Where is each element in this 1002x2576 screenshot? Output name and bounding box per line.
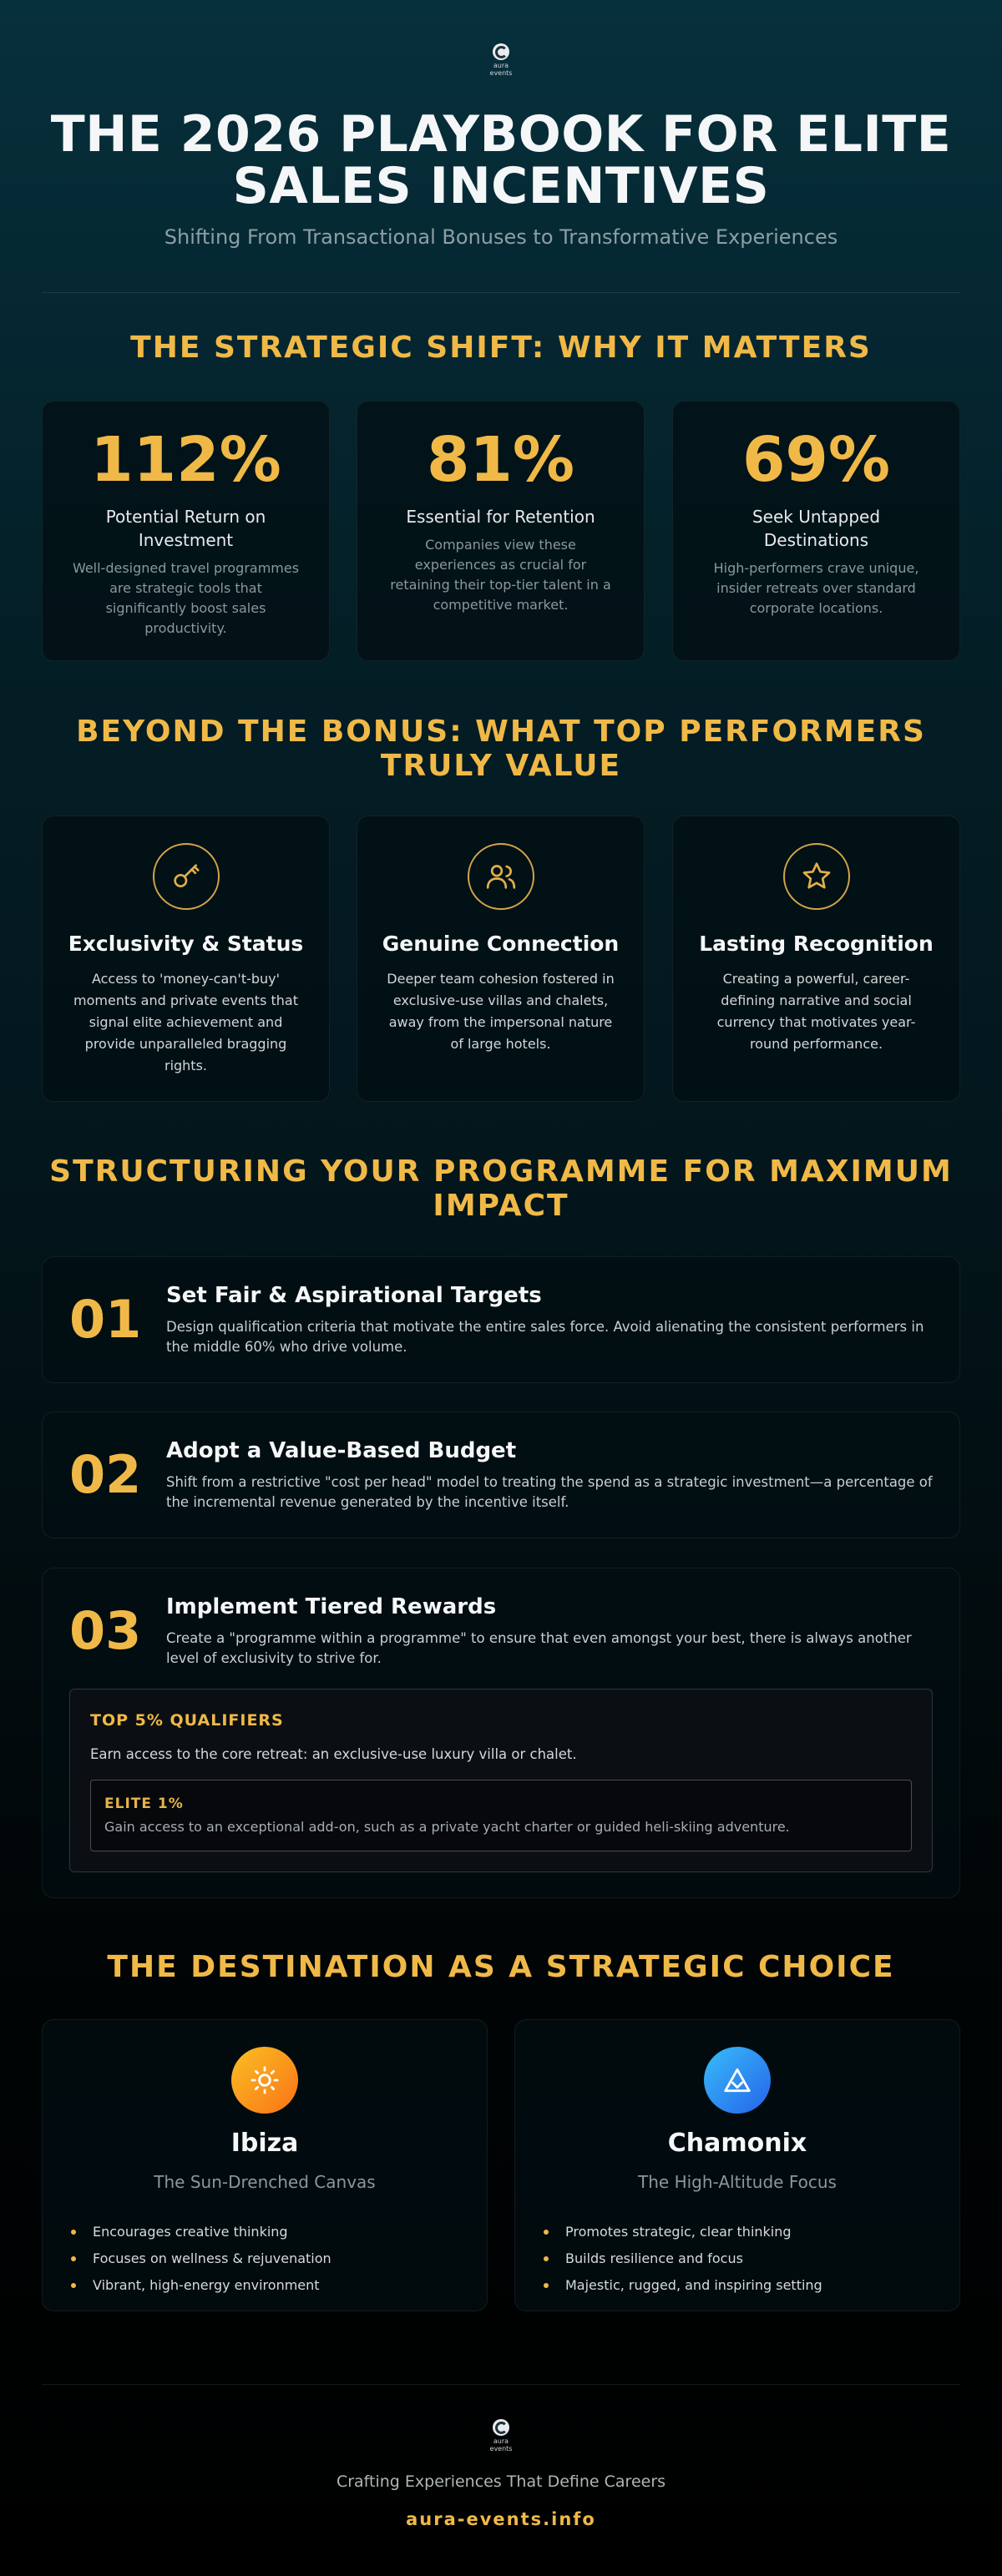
elite-description: Gain access to an exceptional add-on, such as a private yacht charter or guided heli-skiing adventure. [104,1819,790,1835]
stat-label: Essential for Retention [406,507,595,527]
tier-box-elite [90,1780,912,1851]
footer-url-link[interactable]: aura-events.info [406,2509,596,2529]
section-title-beyond-bonus: BEYOND THE BONUS: WHAT TOP PERFORMERS TRULY VALUE [76,715,926,783]
stat-value: 69% [741,424,891,496]
step-card [42,1568,960,1898]
value-card-exclusivity [42,816,330,1102]
list-item: Vibrant, high-energy environment [69,2272,331,2299]
value-title: Exclusivity & Status [68,932,304,956]
value-description: Access to 'money-can't-buy' moments and private events that signal elite achievement and provide unparalleled bragging rights. [73,971,298,1073]
destination-bullets [69,2219,331,2299]
section-title-structuring: STRUCTURING YOUR PROGRAMME FOR MAXIMUM IMPACT [49,1154,953,1223]
step-title: Set Fair & Aspirational Targets [166,1283,542,1308]
step-card [42,1256,960,1383]
logo-wordmark: aura events [489,62,513,77]
stat-value: 81% [426,424,575,496]
page-subtitle: Shifting From Transactional Bonuses to Transformative Experiences [164,225,838,249]
stat-label: Potential Return on Investment [105,507,266,550]
stat-description: Companies view these experiences as crucial for retaining their top-tier talent in a competitive market. [390,537,611,613]
section-title-destinations: THE DESTINATION AS A STRATEGIC CHOICE [107,1950,895,1984]
footer-tagline: Crafting Experiences That Define Careers [336,2472,666,2491]
step-number: 03 [69,1600,142,1661]
tier-box-top-5 [69,1689,933,1872]
tier-title: TOP 5% QUALIFIERS [90,1711,284,1730]
value-description: Creating a powerful, career-defining narrative and social currency that motivates year-round performance. [716,971,916,1052]
logo-mark-icon [493,43,509,60]
step-title: Implement Tiered Rewards [166,1594,497,1619]
footer-divider [42,2384,960,2385]
elite-title: ELITE 1% [104,1796,184,1812]
page-title: THE 2026 PLAYBOOK FOR ELITE SALES INCENTIVES [50,105,952,215]
stat-card [357,401,645,661]
list-item: Encourages creative thinking [69,2219,331,2245]
list-item: Majestic, rugged, and inspiring setting [542,2272,822,2299]
header-logo [484,43,518,80]
stat-description: High-performers crave unique, insider retreats over standard corporate locations. [713,560,919,616]
value-card-connection [357,816,645,1102]
stat-card [42,401,330,661]
destination-bullets [542,2219,822,2299]
stat-value: 112% [90,424,281,496]
destination-card-ibiza [42,2019,488,2311]
stat-card [672,401,960,661]
list-item: Promotes strategic, clear thinking [542,2219,822,2245]
header-divider [42,292,960,293]
users-icon [468,843,534,910]
destination-card-chamonix [514,2019,960,2311]
mountain-icon [704,2047,771,2114]
value-title: Lasting Recognition [699,932,934,956]
destination-name: Ibiza [230,2129,299,2158]
footer-logo [484,2419,518,2456]
key-icon [153,843,220,910]
logo-wordmark: aura events [489,2437,513,2452]
step-title: Adopt a Value-Based Budget [166,1438,517,1463]
logo-mark-icon [493,2419,509,2436]
step-number: 01 [69,1289,142,1350]
value-card-recognition [672,816,960,1102]
step-description: Shift from a restrictive "cost per head" model to treating the spend as a strategic investment—a percentage of the incremental revenue generated by the incentive itself. [166,1474,933,1510]
list-item: Focuses on wellness & rejuvenation [69,2245,331,2272]
step-card [42,1412,960,1538]
step-description: Create a "programme within a programme" to ensure that even amongst your best, there is always another level of exclusivity to strive for. [166,1630,912,1666]
list-item: Builds resilience and focus [542,2245,822,2272]
sun-icon [231,2047,298,2114]
destination-subtitle: The High-Altitude Focus [638,2172,837,2192]
step-number: 02 [69,1444,142,1505]
value-description: Deeper team cohesion fostered in exclusive-use villas and chalets, away from the impersonal nature of large hotels. [387,971,615,1052]
star-icon [783,843,850,910]
stat-description: Well-designed travel programmes are strategic tools that significantly boost sales productivity. [72,560,300,636]
stat-label: Seek Untapped Destinations [752,507,881,550]
tier-description: Earn access to the core retreat: an exclusive-use luxury villa or chalet. [90,1746,577,1762]
step-description: Design qualification criteria that motivate the entire sales force. Avoid alienating the consistent performers in the middle 60% who drive volume. [166,1319,924,1355]
value-title: Genuine Connection [382,932,620,956]
section-title-strategic-shift: THE STRATEGIC SHIFT: WHY IT MATTERS [130,331,872,365]
destination-name: Chamonix [667,2129,807,2158]
destination-subtitle: The Sun-Drenched Canvas [154,2172,376,2192]
